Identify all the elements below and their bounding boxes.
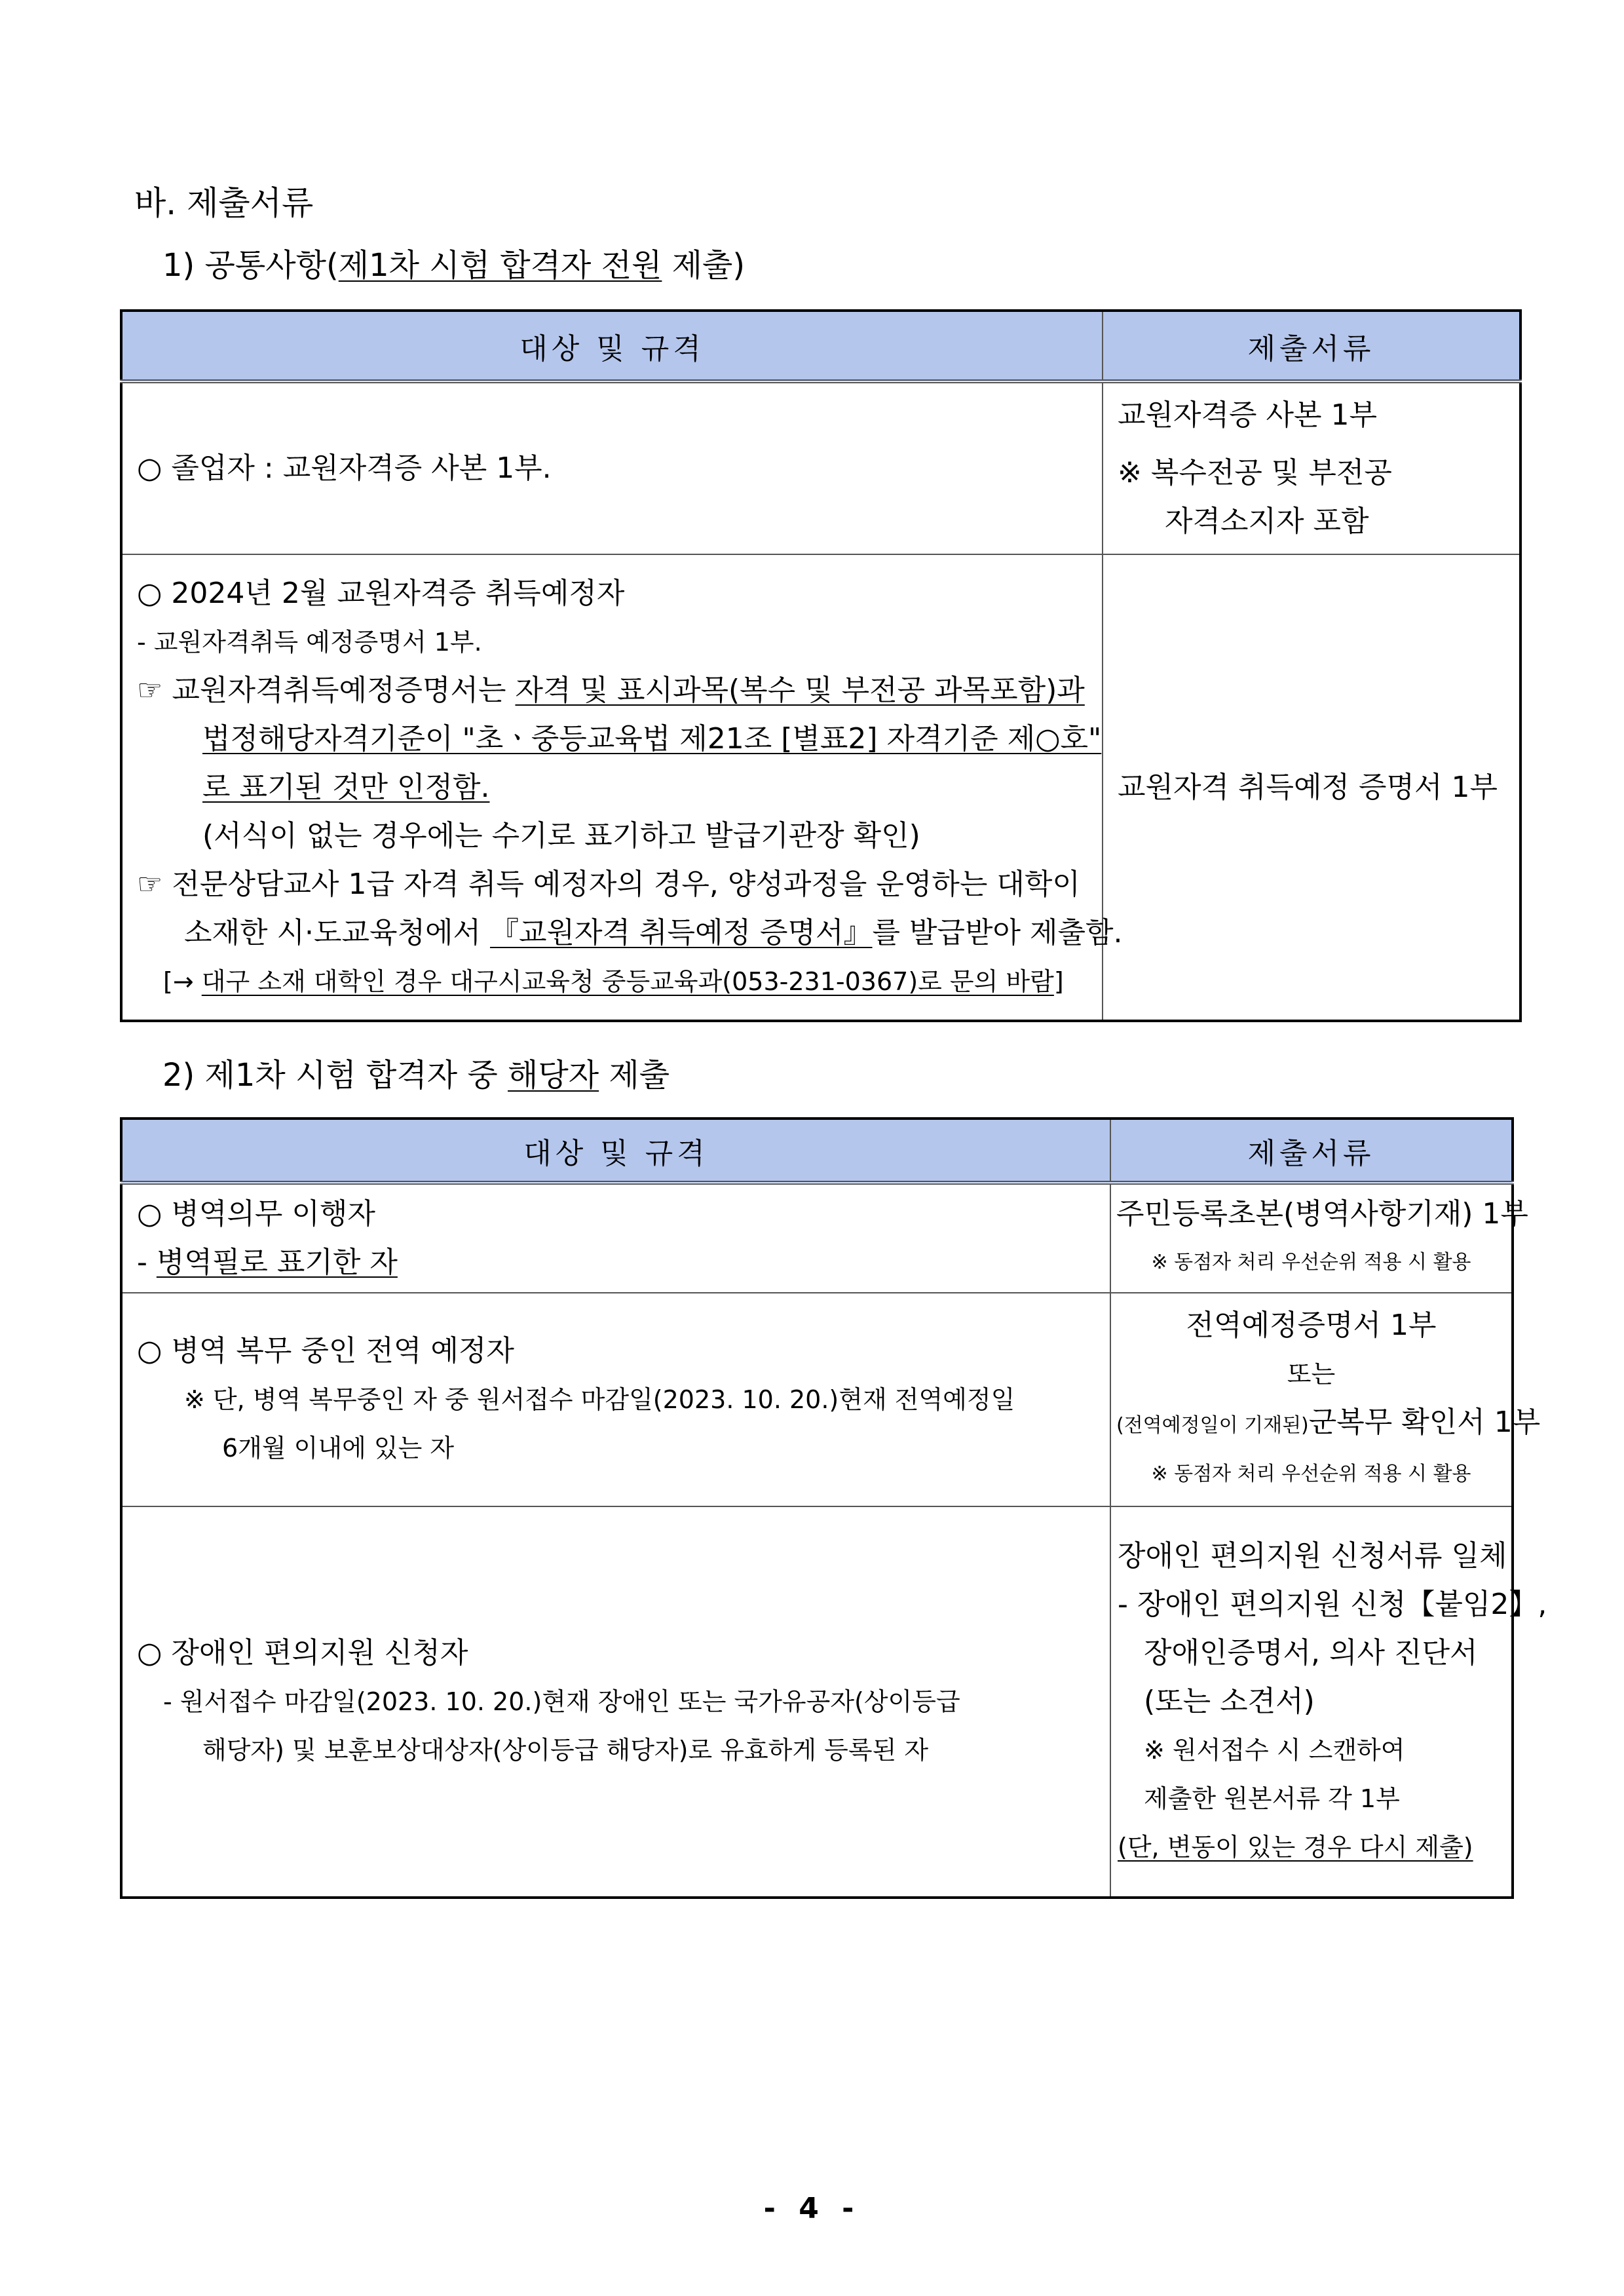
text-line xyxy=(137,715,1102,763)
header-target-criteria: 대상 및 규격 xyxy=(121,1119,1110,1183)
row-military-serving-criteria xyxy=(121,1293,1110,1506)
row-military-done-documents xyxy=(1110,1183,1528,1293)
doc-line: 주민등록초본(병역사항기재) 1부 xyxy=(1116,1197,1528,1231)
sub1-suffix: 제출) xyxy=(662,247,746,284)
doc-line: 교원자격증 사본 1부 xyxy=(1118,398,1377,432)
row-graduate-documents xyxy=(1103,381,1520,554)
row-disability-documents xyxy=(1110,1506,1547,1898)
doc-note: ※ 동점자 처리 우선순위 적용 시 활용 xyxy=(1151,1251,1471,1274)
subheading-common xyxy=(162,244,745,287)
text-line xyxy=(137,1238,1095,1287)
sub1-prefix: 1) 공통사항( xyxy=(162,247,339,284)
sub2-prefix: 2) 제1차 시험 합격자 중 xyxy=(162,1057,508,1094)
underlined-text: 자격 및 표시과목(복수 및 부전공 과목포함)과 xyxy=(515,673,1085,707)
table-row xyxy=(121,1293,1513,1506)
doc-small-text: (전역예정일이 기재된) xyxy=(1116,1413,1309,1437)
text: - xyxy=(137,1246,157,1279)
subheading-applicable xyxy=(162,1054,670,1097)
text-line: 해당자) 및 보훈보상대상자(상이등급 해당자)로 유효하게 등록된 자 xyxy=(202,1736,929,1765)
text-line: - 교원자격취득 예정증명서 1부. xyxy=(137,627,482,657)
applicable-documents-table xyxy=(120,1117,1547,1899)
table-header-row xyxy=(121,311,1520,381)
doc-note: 자격소지자 포함 xyxy=(1165,505,1369,538)
doc-note: 제출한 원본서류 각 1부 xyxy=(1144,1784,1400,1813)
doc-note: ※ 원서접수 시 스캔하여 xyxy=(1144,1736,1405,1765)
underlined-text: 대구 소재 대학인 경우 대구시교육청 중등교육과(053-231-0367)로 문의 바람 xyxy=(201,966,1054,996)
header-documents: 제출서류 xyxy=(1110,1119,1513,1183)
text-line: ○ 장애인 편의지원 신청자 xyxy=(137,1636,468,1670)
text-line xyxy=(137,957,1087,1006)
row-military-serving-documents xyxy=(1110,1293,1541,1506)
doc-note: ※ 동점자 처리 우선순위 적용 시 활용 xyxy=(1151,1462,1471,1485)
text-line: ○ 2024년 2월 교원자격증 취득예정자 xyxy=(137,576,625,610)
underlined-text: (단, 변동이 있는 경우 다시 제출) xyxy=(1118,1833,1473,1862)
sub1-underlined: 제1차 시험 합격자 전원 xyxy=(338,247,662,284)
header-target-criteria: 대상 및 규격 xyxy=(121,311,1103,381)
row-disability-criteria xyxy=(121,1506,1110,1898)
underlined-text: 로 표기된 것만 인정함. xyxy=(202,770,490,804)
text: 를 발급받아 제출함. xyxy=(872,915,1123,949)
row-military-done-criteria xyxy=(121,1183,1110,1293)
text: 군복무 확인서 1부 xyxy=(1308,1405,1541,1439)
text: ☞ 교원자격취득예정증명서는 xyxy=(137,673,516,707)
sub2-suffix: 제출 xyxy=(599,1057,670,1094)
table-row xyxy=(121,381,1520,554)
header-documents: 제출서류 xyxy=(1103,311,1520,381)
table-row xyxy=(121,1506,1513,1898)
row-expected-criteria xyxy=(121,554,1123,1021)
doc-line xyxy=(1116,1398,1541,1450)
doc-line: 장애인 편의지원 신청서류 일체 xyxy=(1118,1539,1507,1573)
page-number: - 4 - xyxy=(763,2192,861,2225)
text: ] xyxy=(1053,966,1064,996)
text: 소재한 시·도교육청에서 xyxy=(184,915,490,949)
doc-line: 전역예정증명서 1부 xyxy=(1186,1308,1437,1342)
text-line: (서식이 없는 경우에는 수기로 표기하고 발급기관장 확인) xyxy=(202,818,920,852)
text: [→ xyxy=(163,966,202,996)
sub2-underlined: 해당자 xyxy=(508,1057,599,1094)
text-line: - 원서접수 마감일(2023. 10. 20.)현재 장애인 또는 국가유공자(상이등급 xyxy=(163,1687,960,1716)
table-header-row xyxy=(121,1119,1513,1183)
text-line: ☞ 전문상담교사 1급 자격 취득 예정자의 경우, 양성과정을 운영하는 대학이 xyxy=(137,867,1080,901)
underlined-text: 법정해당자격기준이 "초ㆍ중등교육법 제21조 [별표2] 자격기준 제○호" xyxy=(202,721,1102,756)
section-title: 바. 제출서류 xyxy=(134,184,314,222)
underlined-text: 『교원자격 취득예정 증명서』 xyxy=(490,915,873,949)
doc-note: ※ 복수전공 및 부전공 xyxy=(1118,456,1392,489)
doc-line: - 장애인 편의지원 신청【붙임2】, xyxy=(1118,1588,1547,1621)
text-line: 6개월 이내에 있는 자 xyxy=(222,1434,455,1463)
doc-line: 장애인증명서, 의사 진단서 xyxy=(1144,1636,1478,1670)
common-documents-table xyxy=(120,309,1522,1022)
text-line: ○ 병역 복무 중인 전역 예정자 xyxy=(137,1334,514,1368)
table-row xyxy=(121,1183,1513,1293)
table-row xyxy=(121,554,1520,1021)
doc-line: 또는 xyxy=(1287,1359,1336,1388)
doc-note xyxy=(1118,1823,1505,1871)
underlined-text: 병역필로 표기한 자 xyxy=(156,1246,398,1279)
text-line xyxy=(137,666,1087,715)
text-line: ※ 단, 병역 복무중인 자 중 원서접수 마감일(2023. 10. 20.)현재 전역예정일 xyxy=(184,1385,1015,1414)
text-line xyxy=(137,909,1123,957)
row-expected-documents: 교원자격 취득예정 증명서 1부 xyxy=(1103,554,1520,1021)
row-graduate-criteria: ○ 졸업자 : 교원자격증 사본 1부. xyxy=(121,381,1103,554)
text-line: ○ 병역의무 이행자 xyxy=(137,1197,375,1231)
text-line xyxy=(137,763,1087,812)
doc-line: (또는 소견서) xyxy=(1144,1685,1315,1718)
